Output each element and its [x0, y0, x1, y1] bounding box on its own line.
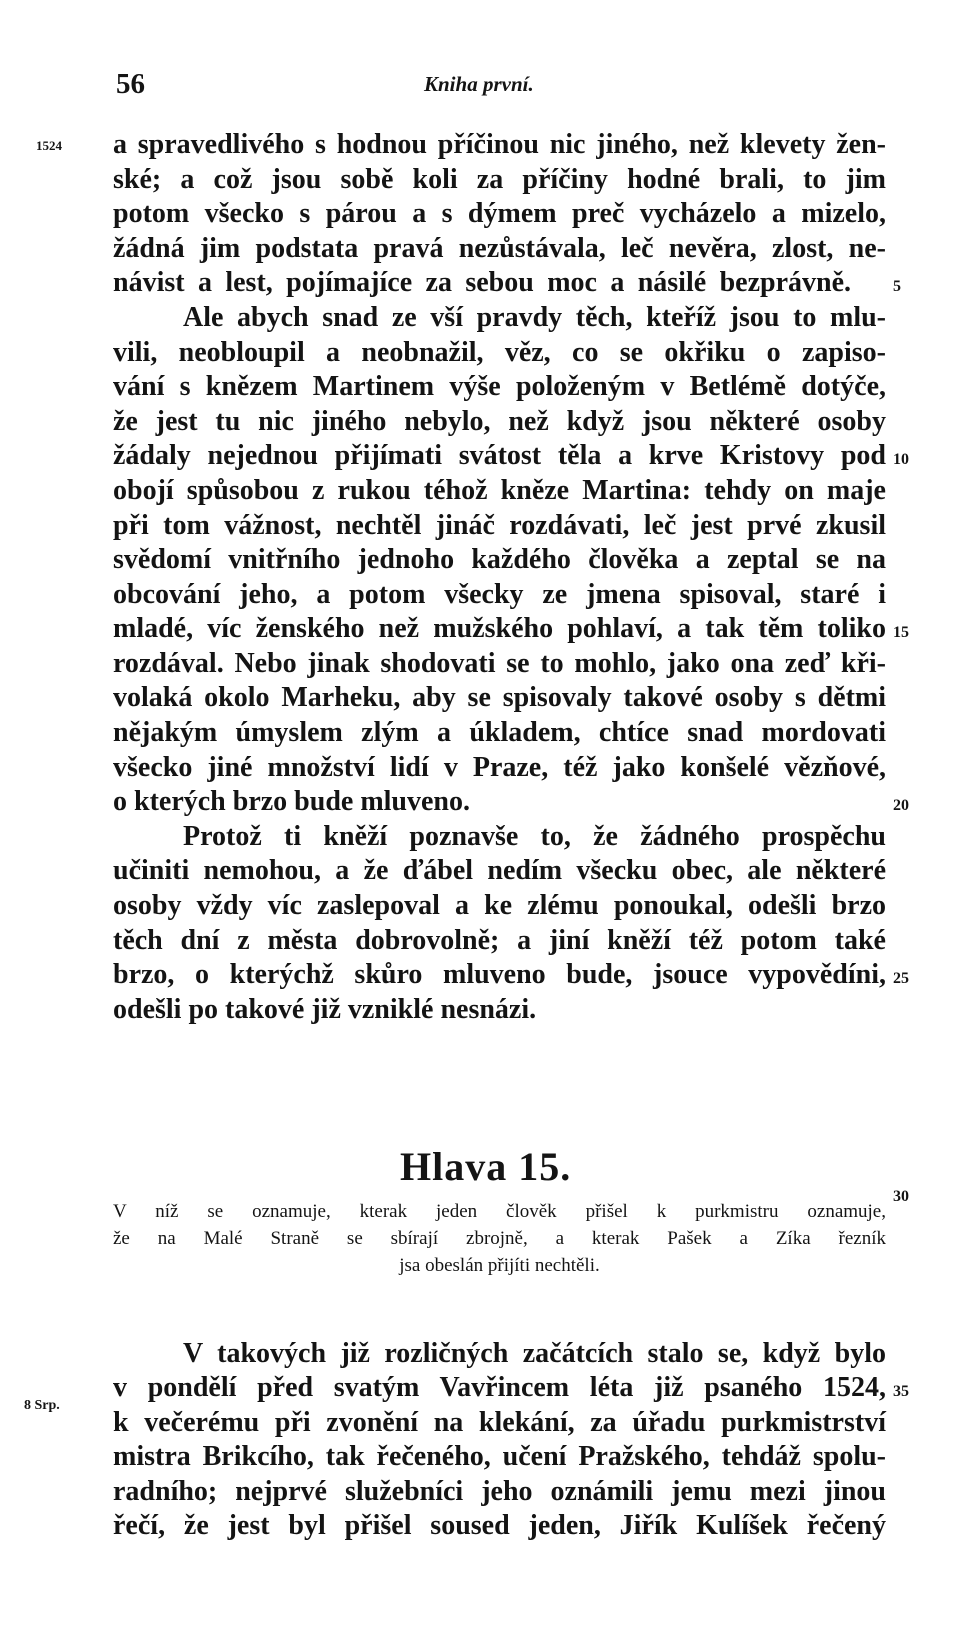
- margin-year: 1524: [36, 138, 62, 153]
- text-line: žádaly nejednou přijímati svátost těla a krve Kristovy pod: [113, 440, 886, 471]
- chapter-heading: Hlava 15.: [400, 1144, 572, 1189]
- text-line: návist a lest, pojímajíce za sebou moc a násilé bezprávně.: [113, 267, 851, 298]
- text-line: k večerému při zvonění na klekání, za úřadu purkmistrství: [113, 1407, 886, 1438]
- text-line: potom všecko s párou a s dýmem preč vycházelo a mizelo,: [113, 198, 886, 229]
- text-line: o kterých brzo bude mluveno.: [113, 786, 470, 817]
- text-line: radního; nejprvé služebníci jeho oznámili jemu mezi jinou: [113, 1476, 886, 1507]
- line-number: 25: [893, 970, 909, 987]
- text-line: těch dní z města dobrovolně; a jiní kněží též potom také: [113, 925, 886, 956]
- text-line: mladé, víc ženského než mužského pohlaví, a tak těm toliko: [113, 613, 886, 644]
- text-line: při tom vážnost, nechtěl jináč rozdávati, leč jest prvé zkusil: [113, 510, 886, 541]
- text-line: odešli po takové již vzniklé nesnázi.: [113, 994, 537, 1025]
- text-line: Protož ti kněží poznavše to, že žádného prospěchu: [183, 821, 886, 852]
- text-line: žádná jim podstata pravá nezůstávala, leč nevěra, zlost, ne-: [113, 233, 886, 264]
- text-line: nějakým úmyslem zlým a úkladem, chtíce snad mordovati: [113, 717, 886, 748]
- text-line: učiniti nemohou, a že ďábel nedím všecku obec, ale některé: [113, 855, 886, 886]
- line-number: 15: [893, 624, 909, 641]
- text-line: rozdával. Nebo jinak shodovati se to mohlo, jako ona zeď kři-: [113, 648, 886, 679]
- text-line: obojí spůsobou z rukou téhož kněze Martina: tehdy on maje: [113, 475, 886, 506]
- line-number: 10: [893, 451, 909, 468]
- text-line: všecko jiné množství lidí v Praze, též jako konšelé vězňové,: [113, 752, 886, 783]
- text-line: svědomí vnitřního jednoho každého člověka a zeptal se na: [113, 544, 886, 575]
- text-line: a spravedlivého s hodnou příčinou nic jiného, než klevety žen-: [113, 129, 886, 160]
- text-line: že jest tu nic jiného nebylo, než když jsou některé osoby: [113, 406, 886, 437]
- chapter-summary-line: že na Malé Straně se sbírají zbrojně, a kterak Pašek a Zíka řezník: [113, 1228, 886, 1249]
- margin-date: 8 Srp.: [24, 1398, 60, 1413]
- text-line: brzo, o kterýchž skůro mluveno bude, jsouce vypovědíni,: [113, 959, 886, 990]
- text-line: volaká okolo Marheku, aby se spisovaly takové osoby s dětmi: [113, 682, 886, 713]
- text-line: ské; a což jsou sobě koli za příčiny hodné brali, to jim: [113, 164, 886, 195]
- running-head: Kniha první.: [424, 72, 534, 96]
- line-number: 30: [893, 1188, 909, 1205]
- chapter-summary-line: jsa obeslán přijíti nechtěli.: [399, 1255, 600, 1276]
- text-line: V takových již rozličných začátcích stalo se, když bylo: [183, 1338, 886, 1369]
- text-line: osoby vždy víc zaslepoval a ke zlému ponoukal, odešli brzo: [113, 890, 886, 921]
- line-number: 5: [893, 278, 901, 295]
- text-line: řečí, že jest byl přišel soused jeden, Jiřík Kulíšek řečený: [113, 1510, 886, 1541]
- text-line: v pondělí před svatým Vavřincem léta již psaného 1524,: [113, 1372, 886, 1403]
- chapter-summary-line: V níž se oznamuje, kterak jeden člověk přišel k purkmistru oznamuje,: [113, 1201, 886, 1222]
- text-line: vání s knězem Martinem výše položeným v Betlémě dotýče,: [113, 371, 886, 402]
- line-number: 35: [893, 1383, 909, 1400]
- text-line: Ale abych snad ze vší pravdy těch, kteříž jsou to mlu-: [183, 302, 886, 333]
- line-number: 20: [893, 797, 909, 814]
- text-line: mistra Brikcího, tak řečeného, učení Pražského, tehdáž spolu-: [113, 1441, 886, 1472]
- text-line: obcování jeho, a potom všecky ze jmena spisoval, staré i: [113, 579, 886, 610]
- page-number: 56: [116, 68, 145, 100]
- text-line: vili, neobloupil a neobnažil, věz, co se okřiku o zapiso-: [113, 337, 886, 368]
